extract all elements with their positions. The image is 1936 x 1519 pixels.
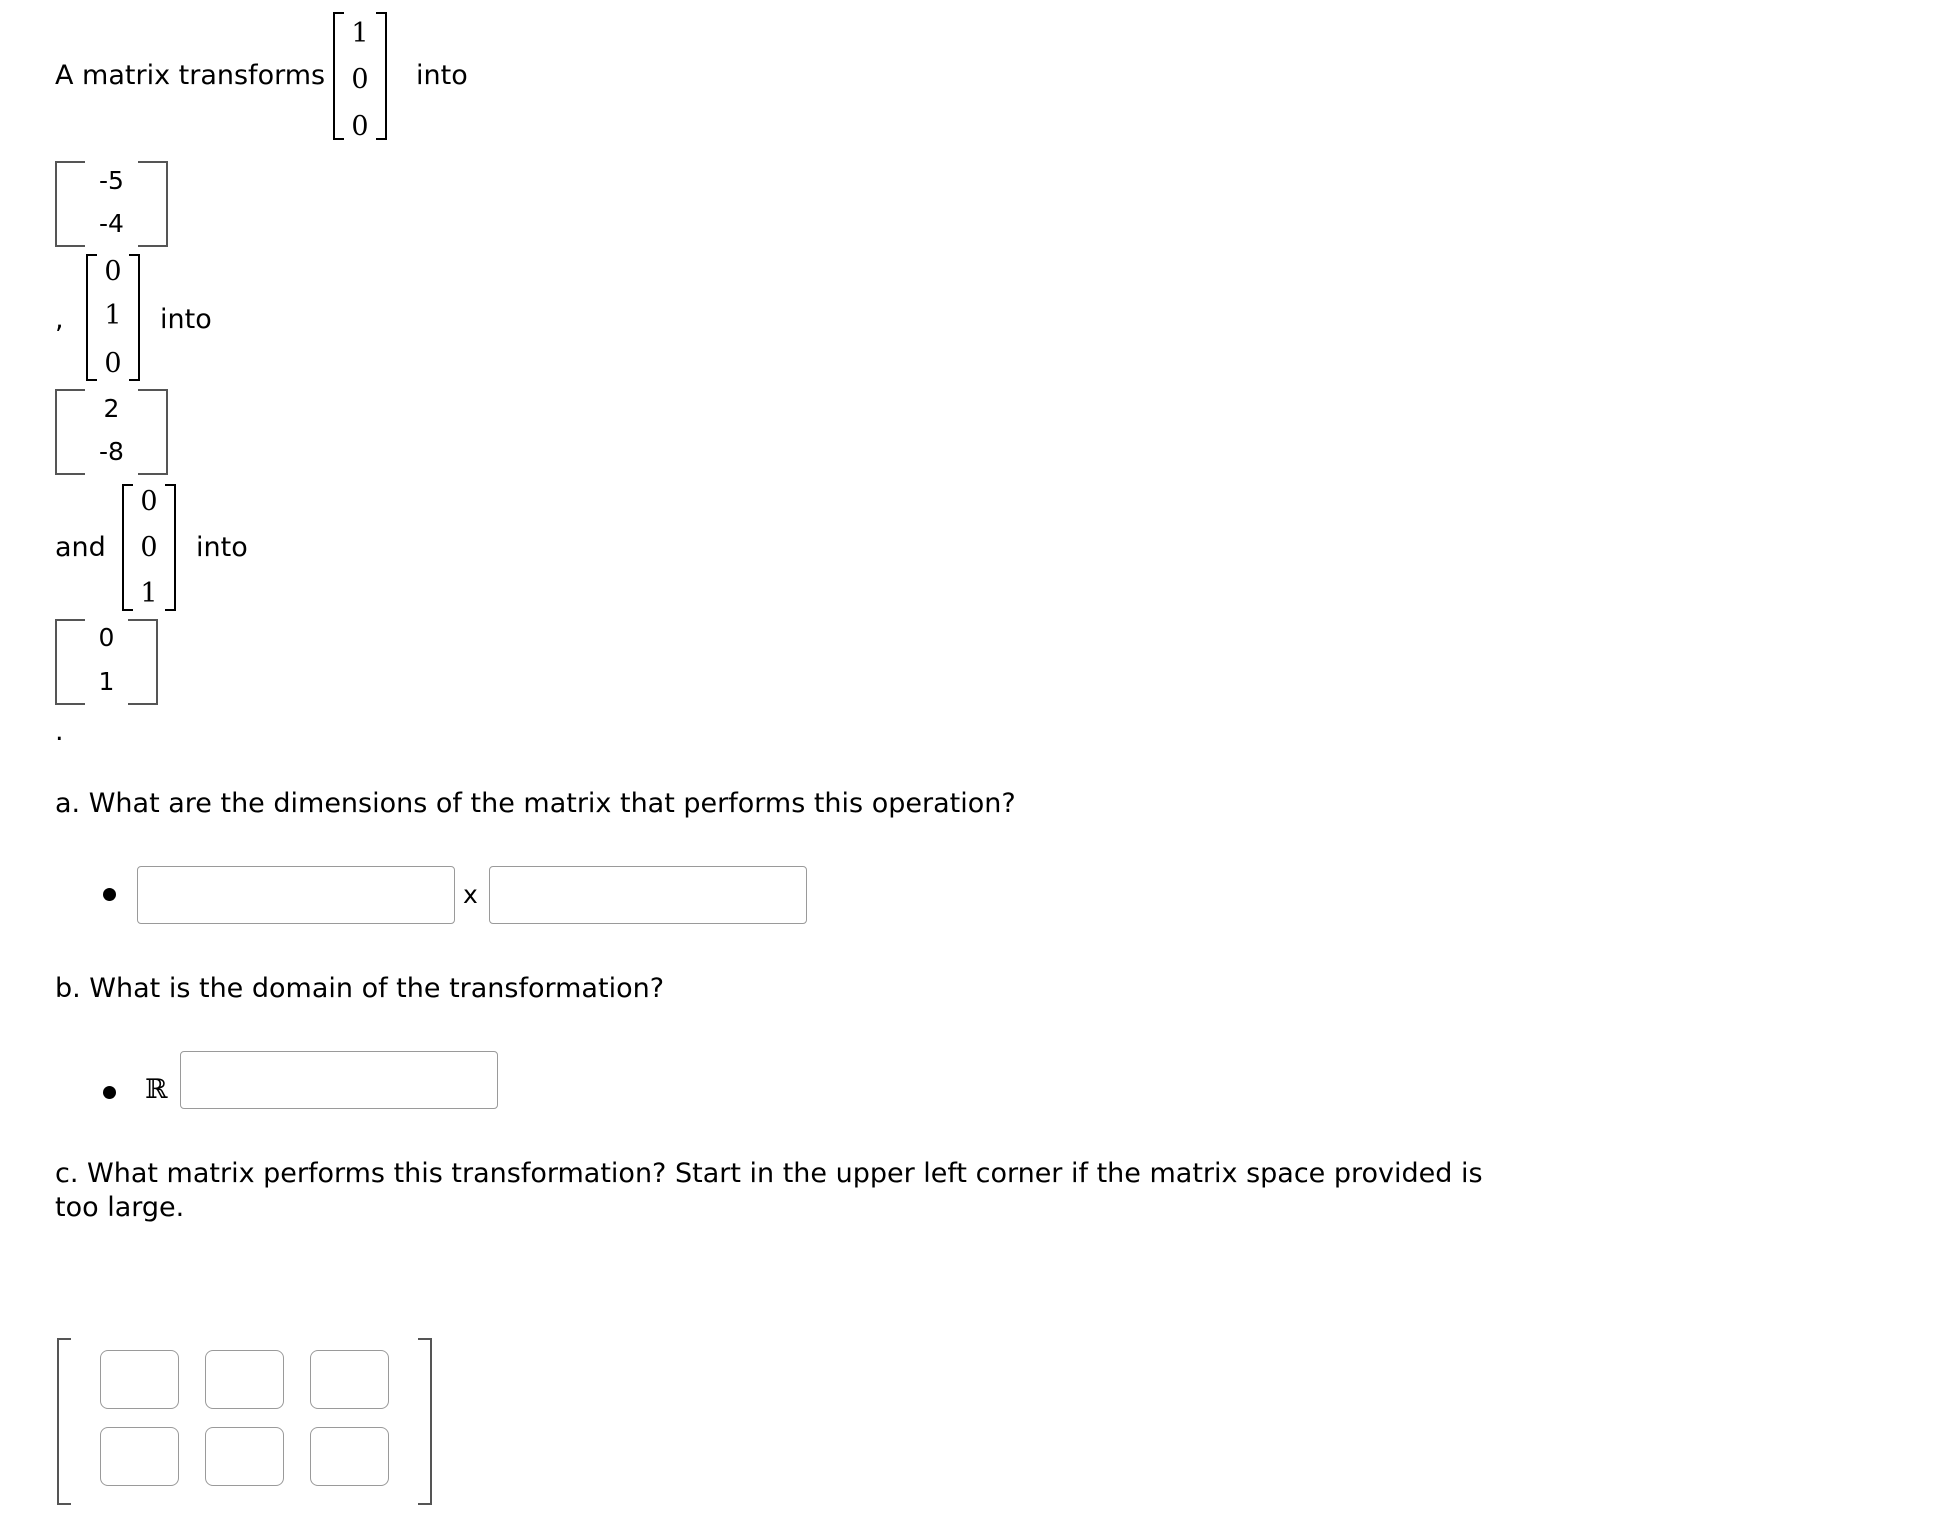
vector-entry: -8 [99, 437, 124, 466]
question-b: b. What is the domain of the transformation? [55, 973, 665, 1004]
answer-matrix-right-bracket [418, 1338, 432, 1505]
basis-vector-e2 [86, 254, 140, 381]
matrix-cell-r2c3[interactable] [310, 1427, 389, 1486]
vector-entry: 0 [351, 64, 369, 95]
basis-vector-e1 [333, 12, 387, 140]
vector-entry: 1 [351, 18, 369, 49]
and-text: and [55, 532, 106, 563]
vector-entry: -5 [99, 166, 124, 195]
vector-entry: 0 [98, 623, 115, 652]
comma-text: , [55, 304, 64, 335]
vector-entry: 2 [103, 394, 120, 423]
matrix-cell-r1c1[interactable] [100, 1350, 179, 1409]
vector-entry: -4 [99, 209, 124, 238]
question-a: a. What are the dimensions of the matrix that performs this operation? [55, 788, 1016, 819]
matrix-cell-r2c2[interactable] [205, 1427, 284, 1486]
basis-vector-e3 [122, 484, 176, 611]
cols-input[interactable] [489, 866, 807, 924]
answer-matrix-left-bracket [57, 1338, 71, 1505]
into-text: into [416, 60, 468, 91]
vector-entry: 1 [140, 578, 158, 609]
vector-entry: 1 [98, 667, 115, 696]
rows-input[interactable] [137, 866, 455, 924]
vector-entry: 0 [140, 486, 158, 517]
question-c-continued: too large. [55, 1192, 185, 1223]
reals-symbol: ℝ [145, 1074, 168, 1105]
image-vector-1 [55, 161, 168, 247]
intro-text: A matrix transforms [55, 60, 326, 91]
into-text: into [160, 304, 212, 335]
times-separator: x [463, 880, 478, 909]
domain-exponent-input[interactable] [180, 1051, 498, 1109]
vector-entry: 0 [140, 532, 158, 563]
matrix-cell-r1c2[interactable] [205, 1350, 284, 1409]
vector-entry: 0 [351, 111, 369, 142]
question-c: c. What matrix performs this transformation? Start in the upper left corner if the matrix space provided is [55, 1158, 1483, 1189]
matrix-cell-r2c1[interactable] [100, 1427, 179, 1486]
list-bullet [103, 1086, 116, 1099]
vector-entry: 0 [104, 256, 122, 287]
vector-entry: 0 [104, 348, 122, 379]
vector-entry: 1 [104, 300, 122, 331]
image-vector-2 [55, 389, 168, 475]
matrix-cell-r1c3[interactable] [310, 1350, 389, 1409]
list-bullet [103, 888, 116, 901]
image-vector-3 [55, 619, 158, 705]
period-text: . [55, 716, 64, 747]
into-text: into [196, 532, 248, 563]
